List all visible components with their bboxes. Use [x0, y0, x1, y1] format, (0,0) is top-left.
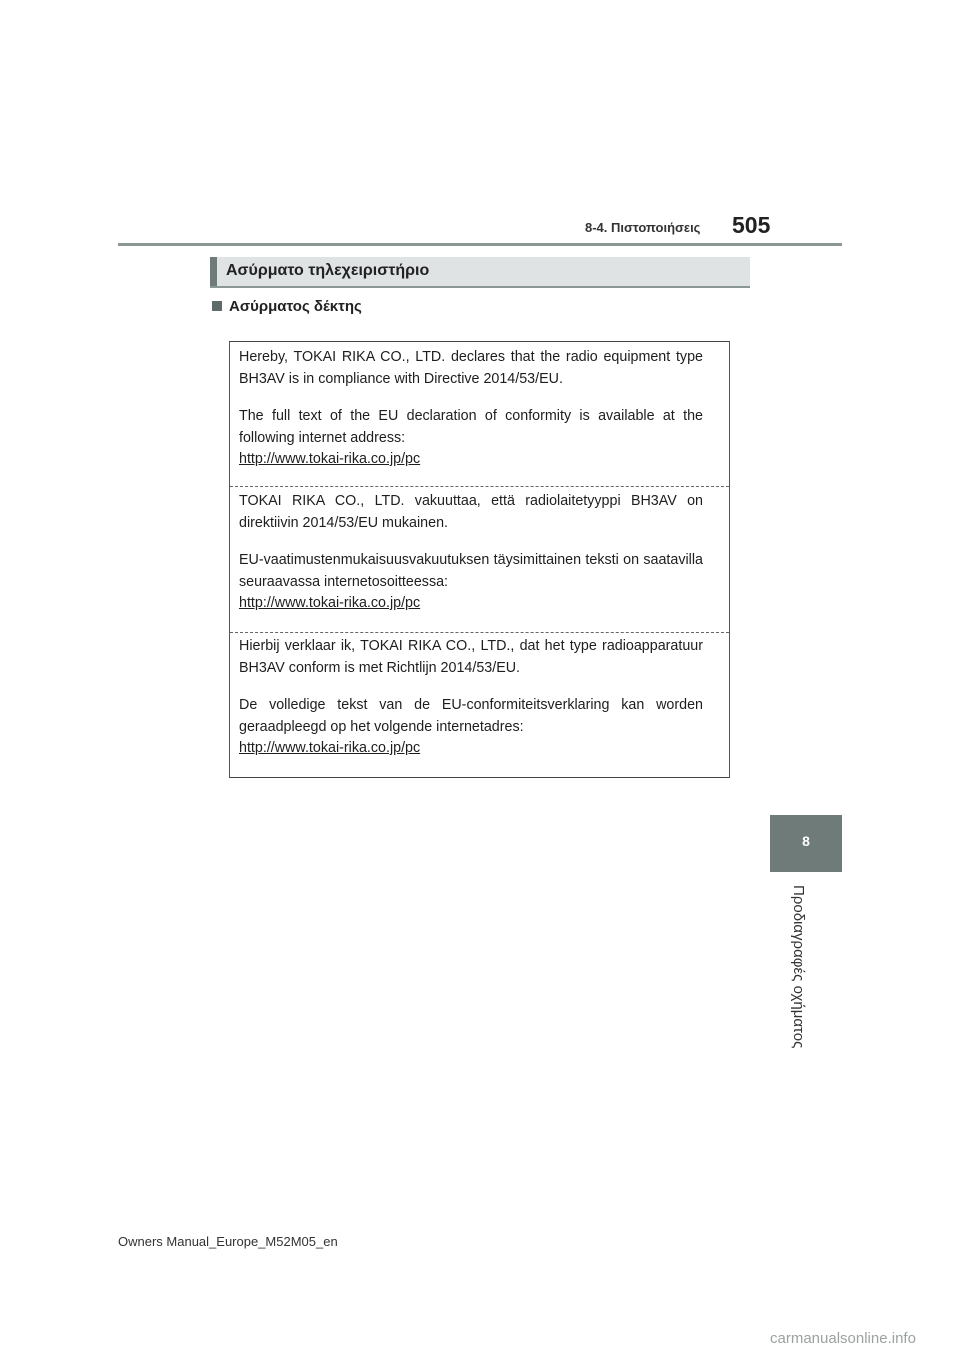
header-divider [118, 243, 842, 246]
watermark: carmanualsonline.info [770, 1330, 916, 1347]
declaration-availability: De volledige tekst van de EU-conformiteitsverklaring kan worden geraadpleegd op het volgende internetadres: [239, 697, 703, 735]
declaration-availability: The full text of the EU declaration of conformity is available at the following internet address: [239, 408, 703, 446]
declaration-statement: Hierbij verklaar ik, TOKAI RIKA CO., LTD., dat het type radioapparatuur BH3AV conform is met Richtlijn 2014/53/EU. [239, 638, 703, 676]
declaration-link[interactable]: http://www.tokai-rika.co.jp/pc [239, 451, 421, 467]
dashed-divider [230, 486, 729, 487]
section-title-bar [210, 257, 750, 288]
dashed-divider [230, 632, 729, 633]
declaration-availability: EU-vaatimustenmukaisuusvakuutuksen täysimittainen teksti on saatavilla seuraavassa internetosoitteessa: [239, 552, 703, 590]
chapter-number: 8 [802, 833, 810, 849]
declaration-english [230, 347, 729, 471]
declaration-link[interactable]: http://www.tokai-rika.co.jp/pc [239, 595, 421, 611]
section-title-accent [210, 257, 217, 286]
subheading-text: Ασύρματος δέκτης [229, 298, 362, 315]
declaration-statement: Hereby, TOKAI RIKA CO., LTD. declares that the radio equipment type BH3AV is in compliance with Directive 2014/53/EU. [239, 349, 703, 387]
declaration-finnish [230, 491, 729, 615]
declaration-statement: TOKAI RIKA CO., LTD. vakuuttaa, että radiolaitetyyppi BH3AV on direktiivin 2014/53/EU mukainen. [239, 493, 703, 531]
square-bullet-icon [212, 301, 222, 311]
subheading [212, 298, 362, 315]
page-number: 505 [732, 212, 771, 238]
chapter-label: Προδιαγραφές οχήματος [790, 885, 807, 1049]
declaration-link[interactable]: http://www.tokai-rika.co.jp/pc [239, 740, 421, 756]
section-title: Ασύρματο τηλεχειριστήριο [226, 262, 430, 279]
declaration-dutch [230, 636, 729, 760]
chapter-tab [770, 815, 842, 872]
section-label: 8-4. Πιστοποιήσεις [585, 220, 701, 235]
manual-id: Owners Manual_Europe_M52M05_en [118, 1234, 338, 1249]
declaration-box [229, 341, 730, 778]
